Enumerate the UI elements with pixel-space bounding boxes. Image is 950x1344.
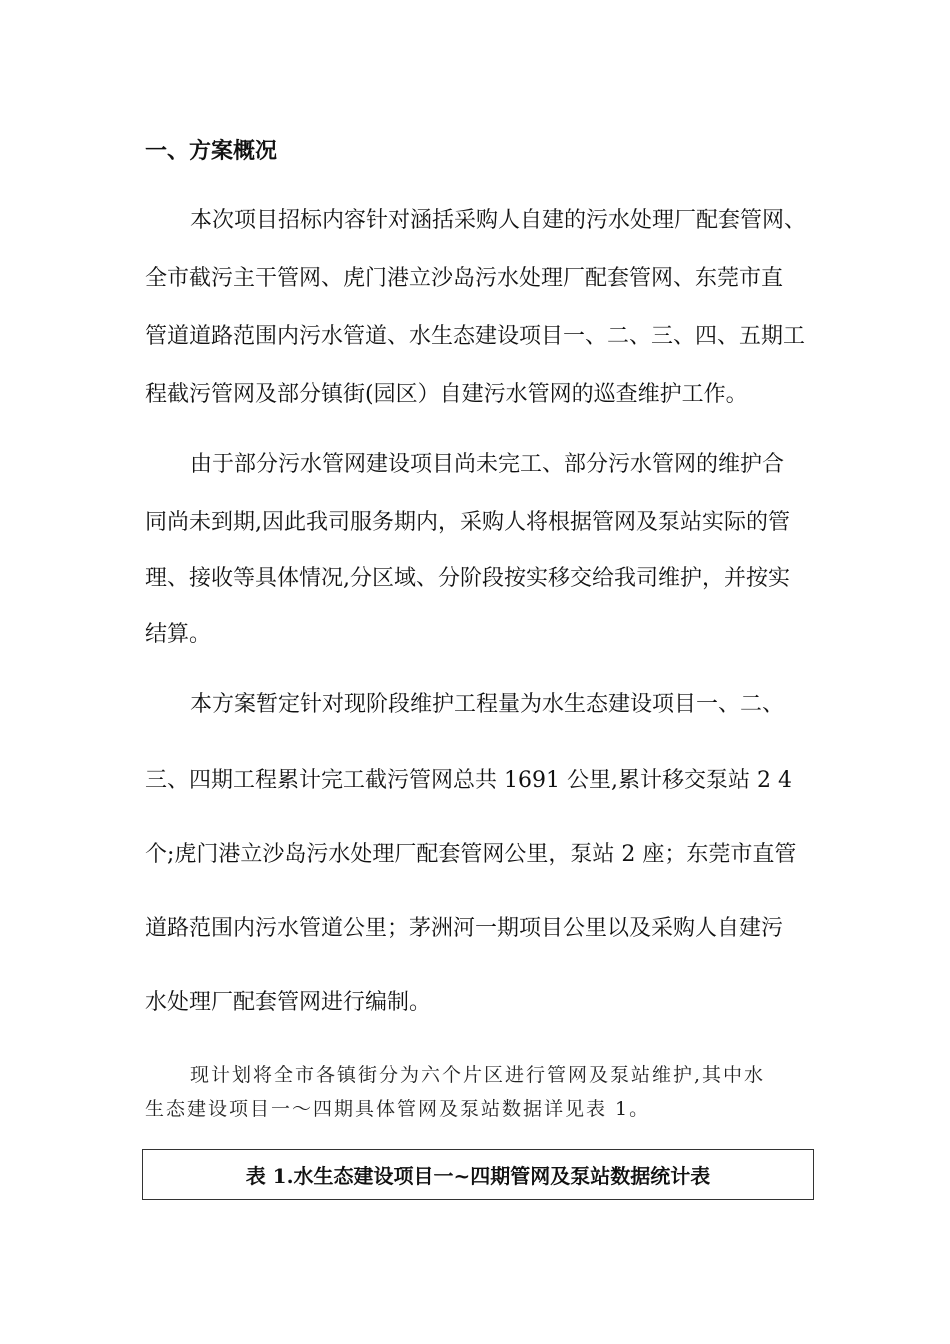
- paragraph-2-line-4: 结算。: [145, 622, 212, 647]
- paragraph-3-line-2: 三、四期工程累计完工截污管网总共 1691 公里,累计移交泵站 2 4: [145, 768, 792, 793]
- paragraph-1-line-4: 程截污管网及部分镇街(园区）自建污水管网的巡查维护工作。: [145, 382, 748, 407]
- paragraph-2-line-2: 同尚未到期,因此我司服务期内，采购人将根据管网及泵站实际的管: [145, 510, 790, 535]
- paragraph-3-line-1: 本方案暂定针对现阶段维护工程量为水生态建设项目一、二、: [190, 692, 785, 717]
- paragraph-1-line-3: 管道道路范围内污水管道、水生态建设项目一、二、三、四、五期工: [145, 324, 806, 349]
- paragraph-2-line-3: 理、接收等具体情况,分区域、分阶段按实移交给我司维护，并按实: [145, 566, 790, 591]
- paragraph-4-line-2: 生态建设项目一～四期具体管网及泵站数据详见表 1。: [145, 1098, 651, 1120]
- section-heading: 一、方案概况: [145, 138, 278, 164]
- paragraph-3-line-3: 个;虎门港立沙岛污水处理厂配套管网公里，泵站 2 座；东莞市直管: [145, 842, 797, 867]
- paragraph-3-line-5: 水处理厂配套管网进行编制。: [145, 990, 432, 1015]
- paragraph-1-line-2: 全市截污主干管网、虎门港立沙岛污水处理厂配套管网、东莞市直: [145, 266, 784, 291]
- paragraph-2-line-1: 由于部分污水管网建设项目尚未完工、部分污水管网的维护合: [190, 452, 785, 477]
- paragraph-3-line-4: 道路范围内污水管道公里；茅洲河一期项目公里以及采购人自建污: [145, 916, 784, 941]
- table-caption-text: 表 1.水生态建设项目一~四期管网及泵站数据统计表: [245, 1164, 711, 1188]
- paragraph-1-line-1: 本次项目招标内容针对涵括采购人自建的污水处理厂配套管网、: [190, 208, 807, 233]
- paragraph-4-line-1: 现计划将全市各镇街分为六个片区进行管网及泵站维护,其中水: [190, 1064, 766, 1086]
- table-caption: [142, 1149, 814, 1200]
